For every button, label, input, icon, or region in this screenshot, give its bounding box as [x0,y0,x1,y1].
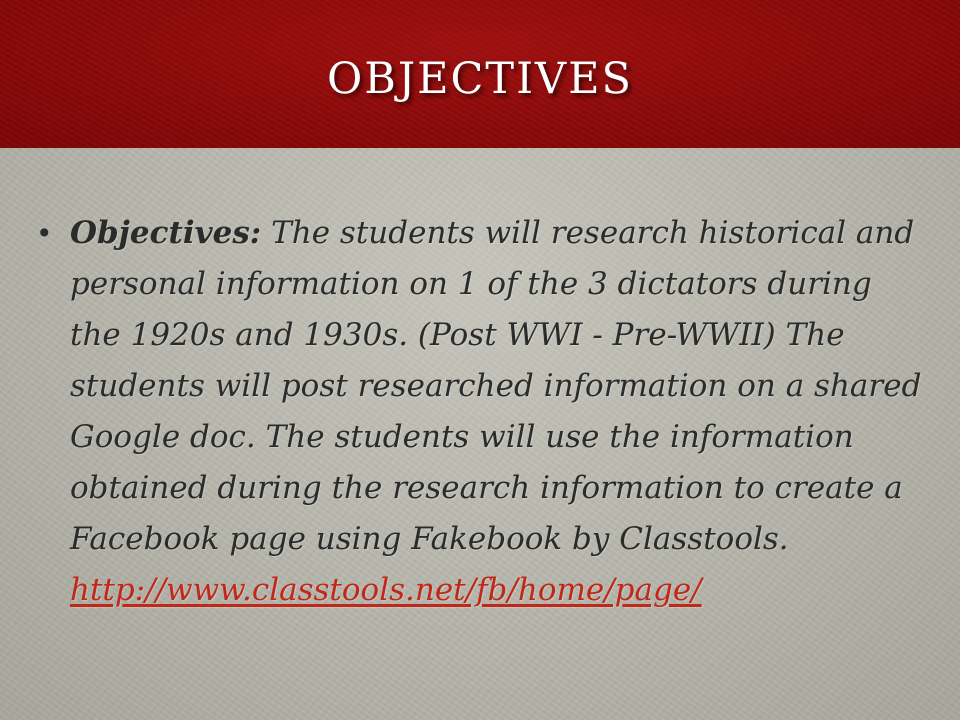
slide-title: objectives [327,35,633,108]
title-bar [0,0,960,148]
bullet-body-text: The students will research historical and personal information on 1 of the 3 dictators during the 1920s and 1930s. (Post WWI - Pre-WWII) The students will post researched information on a shared Google doc. The students will use the information obtained during the research information to create a Facebook page using Fakebook by Classtools. [70,215,922,557]
slide-body [36,208,926,616]
bullet-item [36,208,926,616]
bullet-dot-icon: • [36,217,53,250]
bullet-lead: Objectives: [70,215,262,251]
bullet-text [70,208,926,616]
fakebook-link[interactable]: http://www.classtools.net/fb/home/page/ [70,572,702,608]
